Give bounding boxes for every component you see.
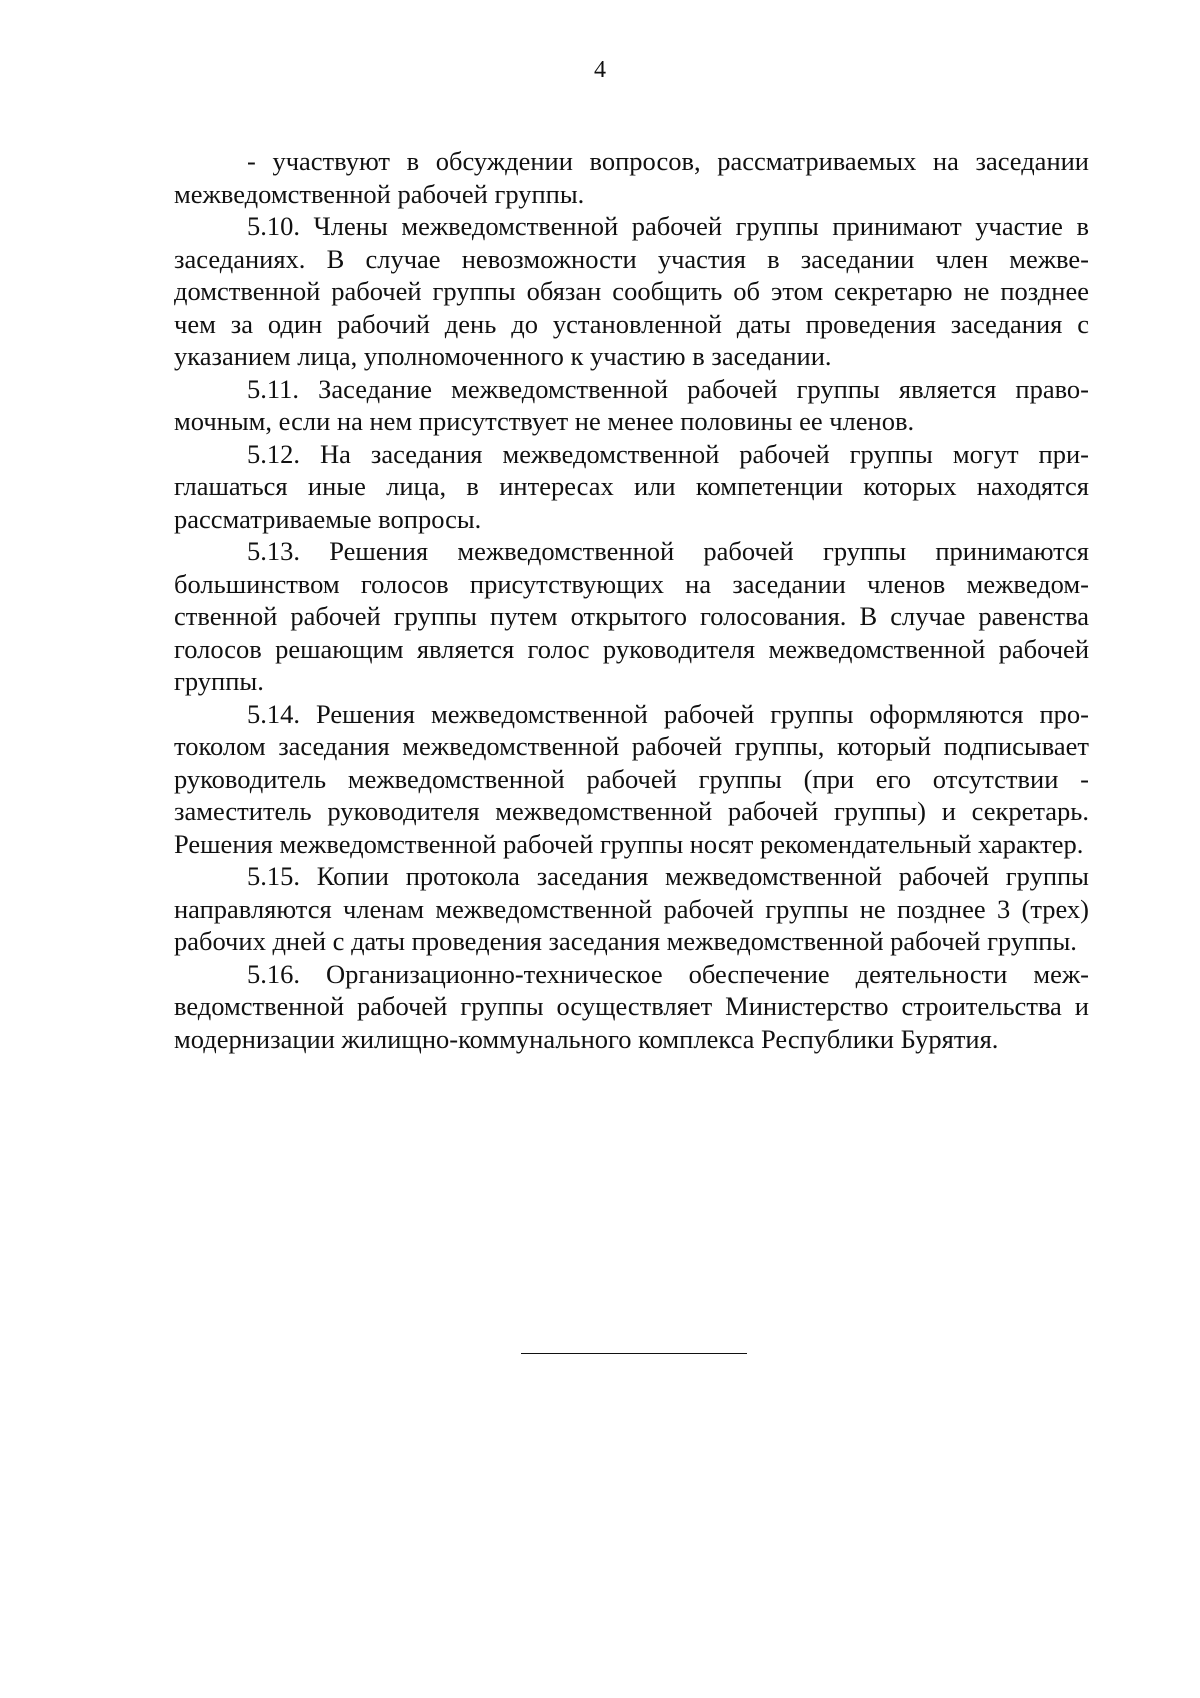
- paragraph-5-15: 5.15. Копии протокола заседания межведомственной рабочей группы направляются членам межведомственной рабочей группы не позднее 3 (трех) рабочих дней с даты проведения заседания межведомственной рабочей группы.: [174, 861, 1089, 956]
- paragraph-5-16: 5.16. Организационно-техническое обеспечение деятельности межведомственной рабочей группы осуществляет Министерство строительства и модернизации жилищно-коммунального комплекса Республики Бурятия.: [174, 958, 1089, 1054]
- paragraph-5-12: 5.12. На заседания межведомственной рабочей группы могут приглашаться иные лица, в интересах или компетенции которых находятся рассматриваемые вопросы.: [174, 438, 1089, 534]
- page-number: 4: [594, 57, 606, 83]
- paragraph-5-10: 5.10. Члены межведомственной рабочей группы принимают участие в заседаниях. В случае невозможности участия в заседании член межведомственной рабочей группы обязан сообщить об этом секретарю не позднее чем за один рабочий день до установленной даты проведения заседания с указанием лица, уполномоченного к участию в заседании.: [174, 211, 1089, 371]
- document-body: [174, 145, 1089, 1055]
- paragraph-participation: - участвуют в обсуждении вопросов, рассматриваемых на заседании межведомственной рабочей группы.: [174, 146, 1089, 209]
- paragraph-5-13: 5.13. Решения межведомственной рабочей группы принимаются большинством голосов присутствующих на заседании членов межведомственной рабочей группы путем открытого голосования. В случае равенства голосов решающим является голос руководителя межведомственной рабочей группы.: [174, 536, 1089, 696]
- paragraph-5-11: 5.11. Заседание межведомственной рабочей группы является правомочным, если на нем присутствует не менее половины ее членов.: [174, 373, 1089, 436]
- paragraph-5-14: 5.14. Решения межведомственной рабочей группы оформляются протоколом заседания межведомственной рабочей группы, который подписывает руководитель межведомственной рабочей группы (при его отсутствии - заместитель руководителя межведомственной рабочей группы) и секретарь. Решения межведомственной рабочей группы носят рекомендательный характер.: [174, 698, 1089, 859]
- closing-divider-line: [521, 1353, 747, 1354]
